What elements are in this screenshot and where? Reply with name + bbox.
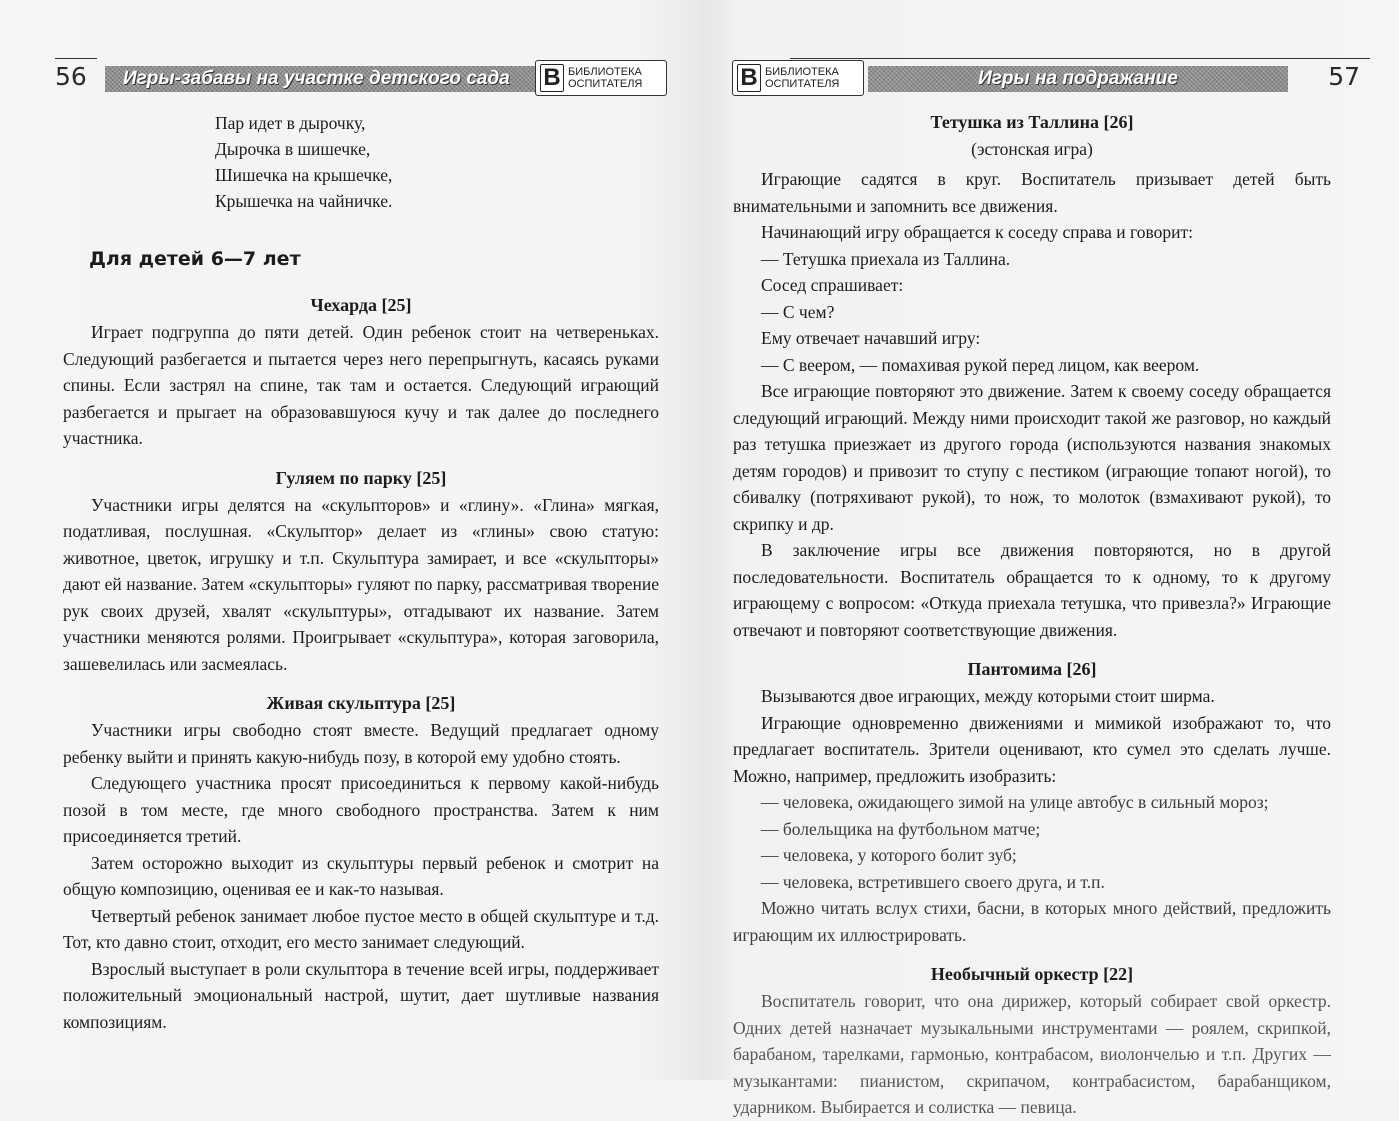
logo-line-1: БИБЛИОТЕКА — [568, 66, 642, 78]
section-title: Необычный оркестр [22] — [930, 964, 1134, 984]
age-heading: Для детей 6—7 лет — [89, 248, 301, 270]
paragraph: Вызываются двое играющих, между которыми стоит ширма. — [761, 686, 1215, 706]
dialogue-line: — С чем? — [761, 301, 835, 322]
page-number: 56 — [55, 62, 87, 91]
poem-line: Шишечка на крышечке, — [215, 165, 393, 185]
section-title: Чехарда [25] — [310, 295, 412, 315]
paragraph: Играющие одновременно движениями и мимикой изображают то, что предлагает воспитатель. Зрители оценивают, кто сумел это сделать лучше. Можно, например, предложить изобразить: — [733, 712, 1331, 786]
poem — [215, 110, 659, 214]
poem-line: Дырочка в шишечке, — [215, 139, 371, 159]
list-item: — человека, у которого болит зуб; — [761, 845, 1017, 865]
paragraph: Воспитатель говорит, что она дирижер, который собирает свой оркестр. Одних детей назначает музыкальными инструментами — роялем, скрипкой, барабаном, тарелками, гармонью, контрабасом, виолончелью и т.п. Других — музыкантами: пианистом, скрипачом, контрабасистом, барабанщиком, ударником. Выбирается и солистка — певица. — [733, 991, 1331, 1117]
logo-letter: В — [540, 64, 564, 92]
right-page-header — [730, 60, 1370, 96]
paragraph: Можно читать вслух стихи, басни, в которых много действий, предложить играющим их иллюстрировать. — [733, 898, 1331, 945]
section-title: Пантомима [26] — [967, 659, 1097, 679]
paragraph: Начинающий игру обращается к соседу справа и говорит: — [761, 222, 1194, 242]
paragraph: В заключение игры все движения повторяются, но в другой последовательности. Воспитатель обращается то к одному, то к другому играющему с вопросом: «Откуда приехала тетушка, что привезла?» Играющие отвечают и повторяют соответствующие движения. — [733, 540, 1331, 640]
series-logo — [535, 60, 667, 96]
logo-letter: В — [737, 64, 761, 92]
paragraph: Ему отвечает начавший игру: — [761, 328, 981, 348]
series-logo — [732, 60, 864, 96]
right-page-content — [733, 108, 1331, 1121]
poem-line: Крышечка на чайничке. — [215, 191, 393, 211]
list-item: — человека, ожидающего зимой на улице автобус в сильный мороз; — [761, 792, 1269, 812]
right-page — [700, 0, 1399, 1117]
section-title: Гуляем по парку [25] — [275, 467, 447, 488]
running-title: Игры-забавы на участке детского сада — [105, 66, 551, 92]
page-number: 57 — [1328, 62, 1360, 91]
paragraph: Участники игры делятся на «скульпторов» и «глину». «Глина» мягкая, податливая, послушная. «Скульптор» делает из «глины» свою статую: животное, цветок, игрушку и т.п. Скульптура замирает, и все «скульпторы» дают ей название. Затем «скульпторы» гуляют по парку, рассматривая творение рук своих друзей, хвалят «скульптуры», отгадывают их название. Затем участники меняются ролями. Проигрывает «скульптура», которая заговорила, зашевелилась или засмеялась. — [63, 494, 659, 674]
logo-line-2: ОСПИТАТЕЛЯ — [568, 78, 643, 90]
section-subtitle: (эстонская игра) — [971, 139, 1093, 159]
page-number-rule — [790, 58, 1370, 59]
paragraph: Играет подгруппа до пяти детей. Один ребенок стоит на четвереньках. Следующий разбегается и пытается через него перепрыгнуть, касаясь руками спины. Если застрял на спине, так там и остается. Следующий играющий разбегается и прыгает на образовавшуюся кучу и так далее до последнего участника. — [63, 322, 659, 448]
paragraph: Затем осторожно выходит из скульптуры первый ребенок и смотрит на общую композицию, оценивая ее и как-то называя. — [63, 852, 659, 899]
paragraph: Все играющие повторяют это движение. Затем к своему соседу обращается следующий играющий. Между ними происходит такой же разговор, но каждый раз тетушка приезжает из другого города (используются названия знакомых детям городов) и привозит то ступу с пестиком (играющие топают ногой), то сбивалку (потряхивают рукой), то нож, то молоток (взмахивают рукой), то скрипку и др. — [733, 381, 1331, 534]
paragraph: Четвертый ребенок занимает любое пустое место в общей скульптуре и т.д. Тот, кто давно стоит, отходит, его место занимает следующий. — [63, 905, 659, 952]
paragraph: Сосед спрашивает: — [761, 275, 904, 295]
dialogue-line: — С веером, — помахивая рукой перед лицом, как веером. — [761, 354, 1200, 375]
section-title: Живая скульптура [25] — [266, 693, 456, 713]
left-page-header — [55, 60, 665, 96]
list-item: — болельщика на футбольном матче; — [761, 818, 1041, 839]
dialogue-line: — Тетушка приехала из Таллина. — [761, 248, 1011, 269]
logo-text — [568, 66, 642, 90]
section-title: Тетушка из Таллина [26] — [930, 112, 1134, 132]
running-title: Игры на подражание — [868, 66, 1288, 92]
paragraph: Участники игры свободно стоят вместе. Ведущий предлагает одному ребенку выйти и принять какую-нибудь позу, в которой ему удобно стоять. — [63, 720, 659, 767]
logo-text — [765, 66, 839, 90]
paragraph: Взрослый выступает в роли скульптора в течение всей игры, поддерживает положительный эмоциональный настрой, шутит, дает шутливые названия композициям. — [63, 958, 659, 1032]
left-page — [0, 0, 700, 1080]
paragraph: Следующего участника просят присоединиться к первому какой-нибудь позой в том месте, где много свободного пространства. Затем к ним присоединяется третий. — [63, 773, 659, 846]
paragraph: Играющие садятся в круг. Воспитатель призывает детей быть внимательными и запомнить все движения. — [733, 169, 1331, 216]
logo-line-1: БИБЛИОТЕКА — [765, 66, 839, 78]
left-page-content — [63, 110, 659, 1035]
logo-line-2: ОСПИТАТЕЛЯ — [765, 78, 840, 90]
list-item: — человека, встретившего своего друга, и т.п. — [761, 871, 1105, 892]
poem-line: Пар идет в дырочку, — [215, 113, 366, 133]
page-number-rule — [55, 58, 97, 59]
